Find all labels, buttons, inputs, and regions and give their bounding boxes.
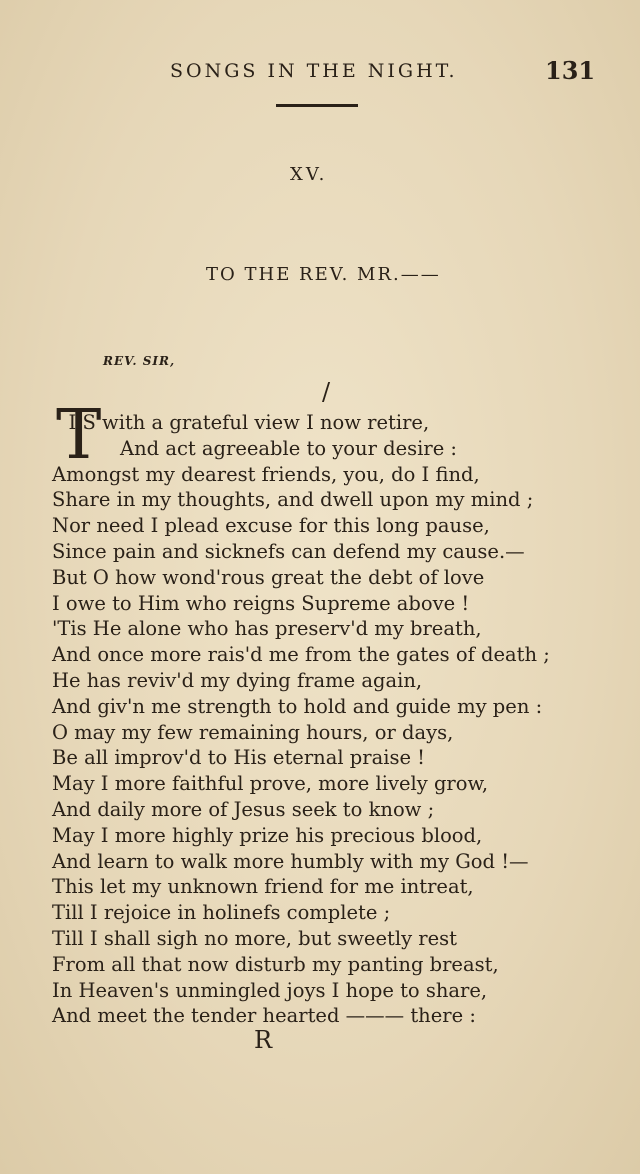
dedication-heading: TO THE REV. MR.—— <box>206 264 441 285</box>
poem-line: Till I shall sigh no more, but sweetly rest <box>52 927 457 950</box>
poem-line: Till I rejoice in holinefs complete ; <box>52 901 391 925</box>
poem-line: Be all improv'd to His eternal praise ! <box>52 746 426 770</box>
salutation: REV. SIR, <box>103 354 176 368</box>
poem-line: Share in my thoughts, and dwell upon my mind ; <box>52 488 534 512</box>
poem-line: And learn to walk more humbly with my God !— <box>52 849 529 873</box>
drop-capital: T <box>56 396 102 475</box>
poem-line: This let my unknown friend for me intreat, <box>52 875 474 899</box>
poem-line: I owe to Him who reigns Supreme above ! <box>52 591 470 615</box>
running-head: SONGS IN THE NIGHT. <box>170 60 458 82</box>
poem-line: ' I S with a grateful view I now retire, <box>57 411 430 434</box>
poem-line: And giv'n me strength to hold and guide my pen : <box>52 694 543 718</box>
signature-initial: R <box>254 1026 273 1054</box>
poem-line: And daily more of Jesus seek to know ; <box>52 798 435 821</box>
poem-line: May I more highly prize his precious blood, <box>52 823 483 847</box>
poem-line: In Heaven's unmingled joys I hope to share, <box>52 978 488 1002</box>
poem-line: And once more rais'd me from the gates of death ; <box>52 643 550 667</box>
section-number: XV. <box>290 164 328 185</box>
poem-line: 'Tis He alone who has preserv'd my breath, <box>52 617 482 641</box>
poem-line: Nor need I plead excuse for this long pause, <box>52 514 490 538</box>
poem-line: And meet the tender hearted ——— there : <box>52 1004 476 1028</box>
poem-line: Amongst my dearest friends, you, do I find, <box>52 462 480 486</box>
page-number: 131 <box>545 56 596 85</box>
poem-line: May I more faithful prove, more lively grow, <box>52 772 489 796</box>
poem-line: He has reviv'd my dying frame again, <box>52 669 423 692</box>
pen-mark: / <box>322 378 331 406</box>
header-rule <box>276 104 358 107</box>
poem-line: O may my few remaining hours, or days, <box>52 720 454 744</box>
poem-line: From all that now disturb my panting breast, <box>52 952 499 976</box>
poem-line: But O how wond'rous great the debt of love <box>52 565 485 589</box>
poem-line: And act agreeable to your desire : <box>120 436 458 460</box>
poem-line: Since pain and sicknefs can defend my cause.— <box>52 540 525 563</box>
